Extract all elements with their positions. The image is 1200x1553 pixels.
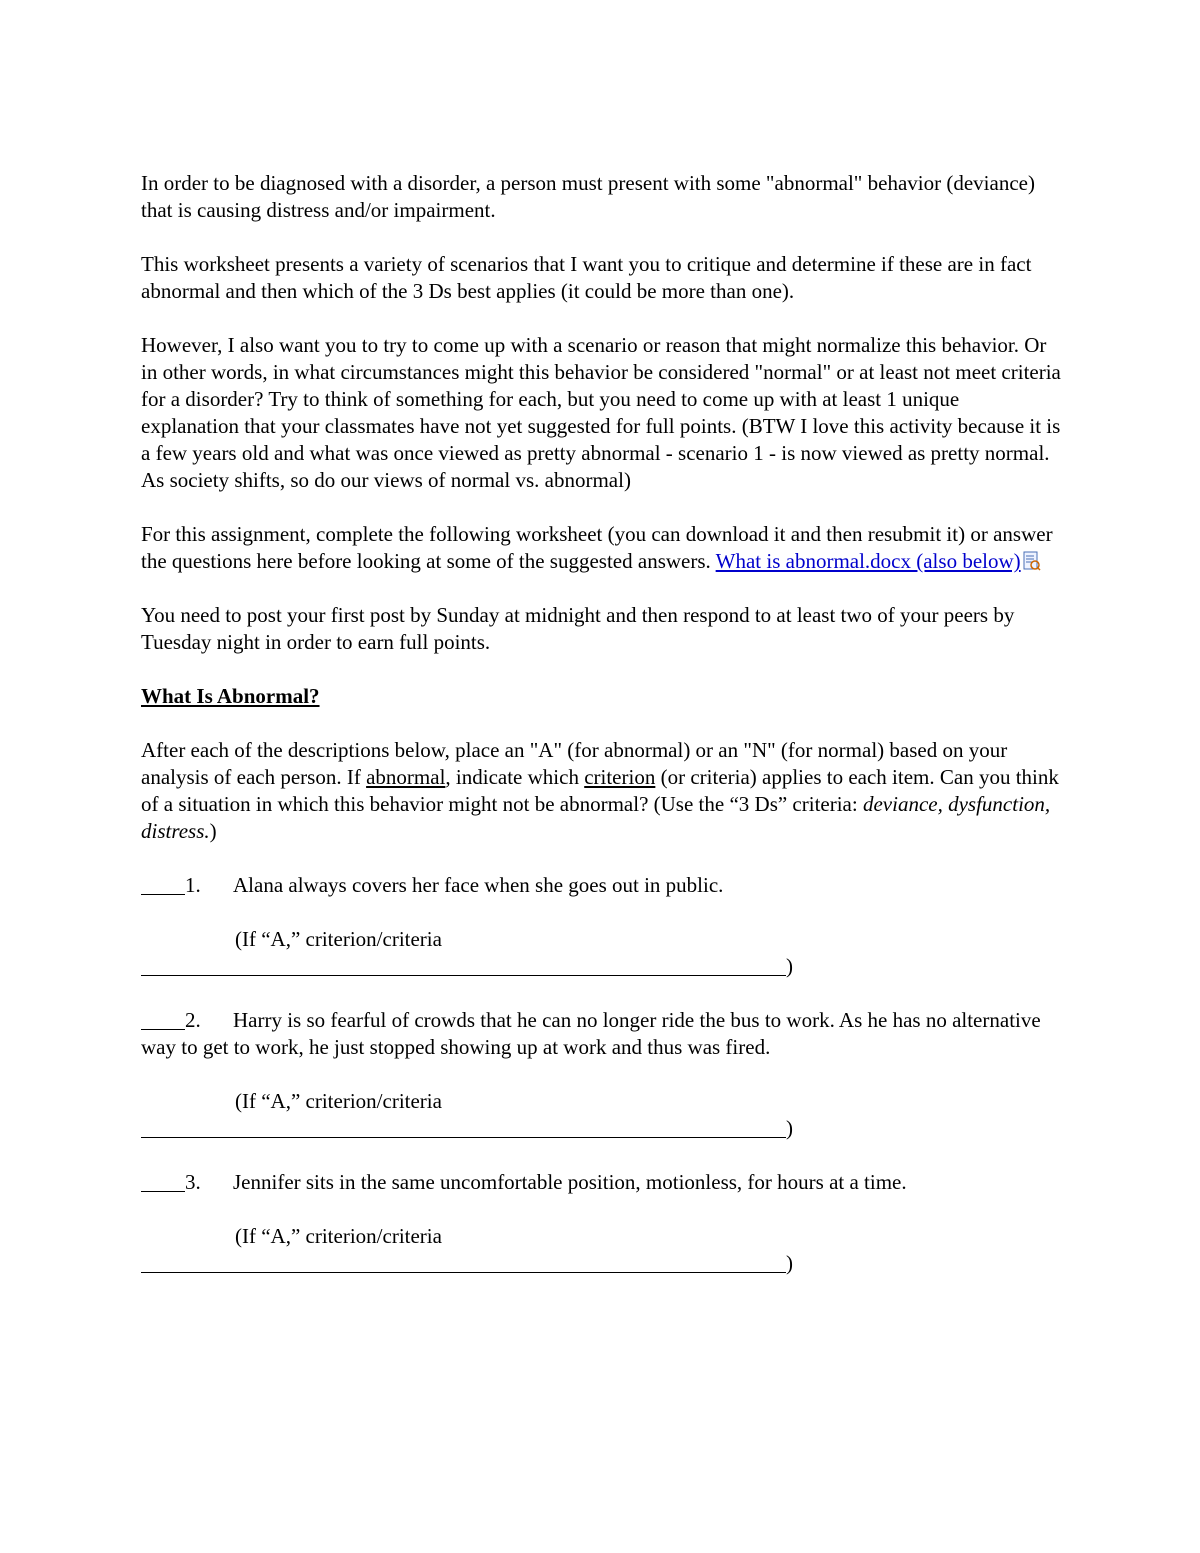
criteria-answer-row-1 [141,953,1061,980]
close-paren-1: ) [786,954,793,978]
answer-blank-2[interactable] [141,1009,185,1030]
item-number-2: 2. [185,1008,201,1032]
intro-paragraph-1: In order to be diagnosed with a disorder, a person must present with some "abnormal" behavior (deviance) that is causing distress and/or impairment. [141,171,1035,222]
criteria-prompt-3: (If “A,” criterion/criteria [235,1224,442,1248]
intro-paragraph-5: You need to post your first post by Sunday at midnight and then respond to at least two of your peers by Tuesday night in order to earn full points. [141,603,1015,654]
answer-blank-3[interactable] [141,1171,185,1192]
intro-paragraph-4 [141,521,1061,575]
abnormal-underlined: abnormal [366,765,446,789]
document-body [141,170,1061,1304]
worksheet-download-link[interactable]: What is abnormal.docx (also below) [715,549,1021,573]
answer-blank-1[interactable] [141,874,185,895]
criteria-prompt-1: (If “A,” criterion/criteria [235,927,442,951]
intro-paragraph-3: However, I also want you to try to come up with a scenario or reason that might normalize this behavior. Or in other words, in what circumstances might this behavior be considered "normal" or at least not meet criteria for a disorder? Try to think of something for each, but you need to come up with at least 1 unique explanation that your classmates have not yet suggested for full points. (BTW I love this activity because it is a few years old and what was once viewed as pretty abnormal - scenario 1 - is now viewed as pretty normal. As society shifts, so do our views of normal vs. abnormal) [141,333,1061,492]
close-paren-2: ) [786,1116,793,1140]
item-text-2: Harry is so fearful of crowds that he can no longer ride the bus to work. As he has no alternative way to get to work, he just stopped showing up at work and thus was fired. [141,1008,1041,1059]
close-paren-3: ) [786,1251,793,1275]
criteria-answer-line-3[interactable] [141,1272,786,1273]
item-number-3: 3. [185,1170,201,1194]
item-text-1: Alana always covers her face when she goes out in public. [233,873,724,897]
document-icon[interactable] [1023,551,1041,571]
criteria-answer-line-1[interactable] [141,975,786,976]
worksheet-item-2 [141,1007,1061,1061]
worksheet-item-3 [141,1169,1061,1196]
assignment-text: For this assignment, complete the following worksheet (you can download it and then resubmit it) or answer the questions here before looking at some of the suggested answers. [141,522,1053,573]
criteria-answer-row-3 [141,1250,1061,1277]
criteria-prompt-2: (If “A,” criterion/criteria [235,1089,442,1113]
criterion-underlined: criterion [584,765,656,789]
intro-paragraph-2: This worksheet presents a variety of scenarios that I want you to critique and determine if these are in fact abnormal and then which of the 3 Ds best applies (it could be more than one). [141,252,1032,303]
item-text-3: Jennifer sits in the same uncomfortable position, motionless, for hours at a time. [233,1170,907,1194]
criteria-answer-row-2 [141,1115,1061,1142]
three-ds-italic: deviance, dysfunction, distress. [141,792,1051,843]
worksheet-item-1 [141,872,1061,899]
item-number-1: 1. [185,873,201,897]
worksheet-heading: What Is Abnormal? [141,684,320,708]
worksheet-instructions: After each of the descriptions below, place an "A" (for abnormal) or an "N" (for normal) based on your analysis of each person. If abnormal, indicate which criterion (or criteria) applies to each item. Can you think of a situation in which this behavior might not be abnormal? (Use the “3 Ds” criteria: deviance, dysfunction, distress.) [141,738,1059,843]
criteria-answer-line-2[interactable] [141,1137,786,1138]
